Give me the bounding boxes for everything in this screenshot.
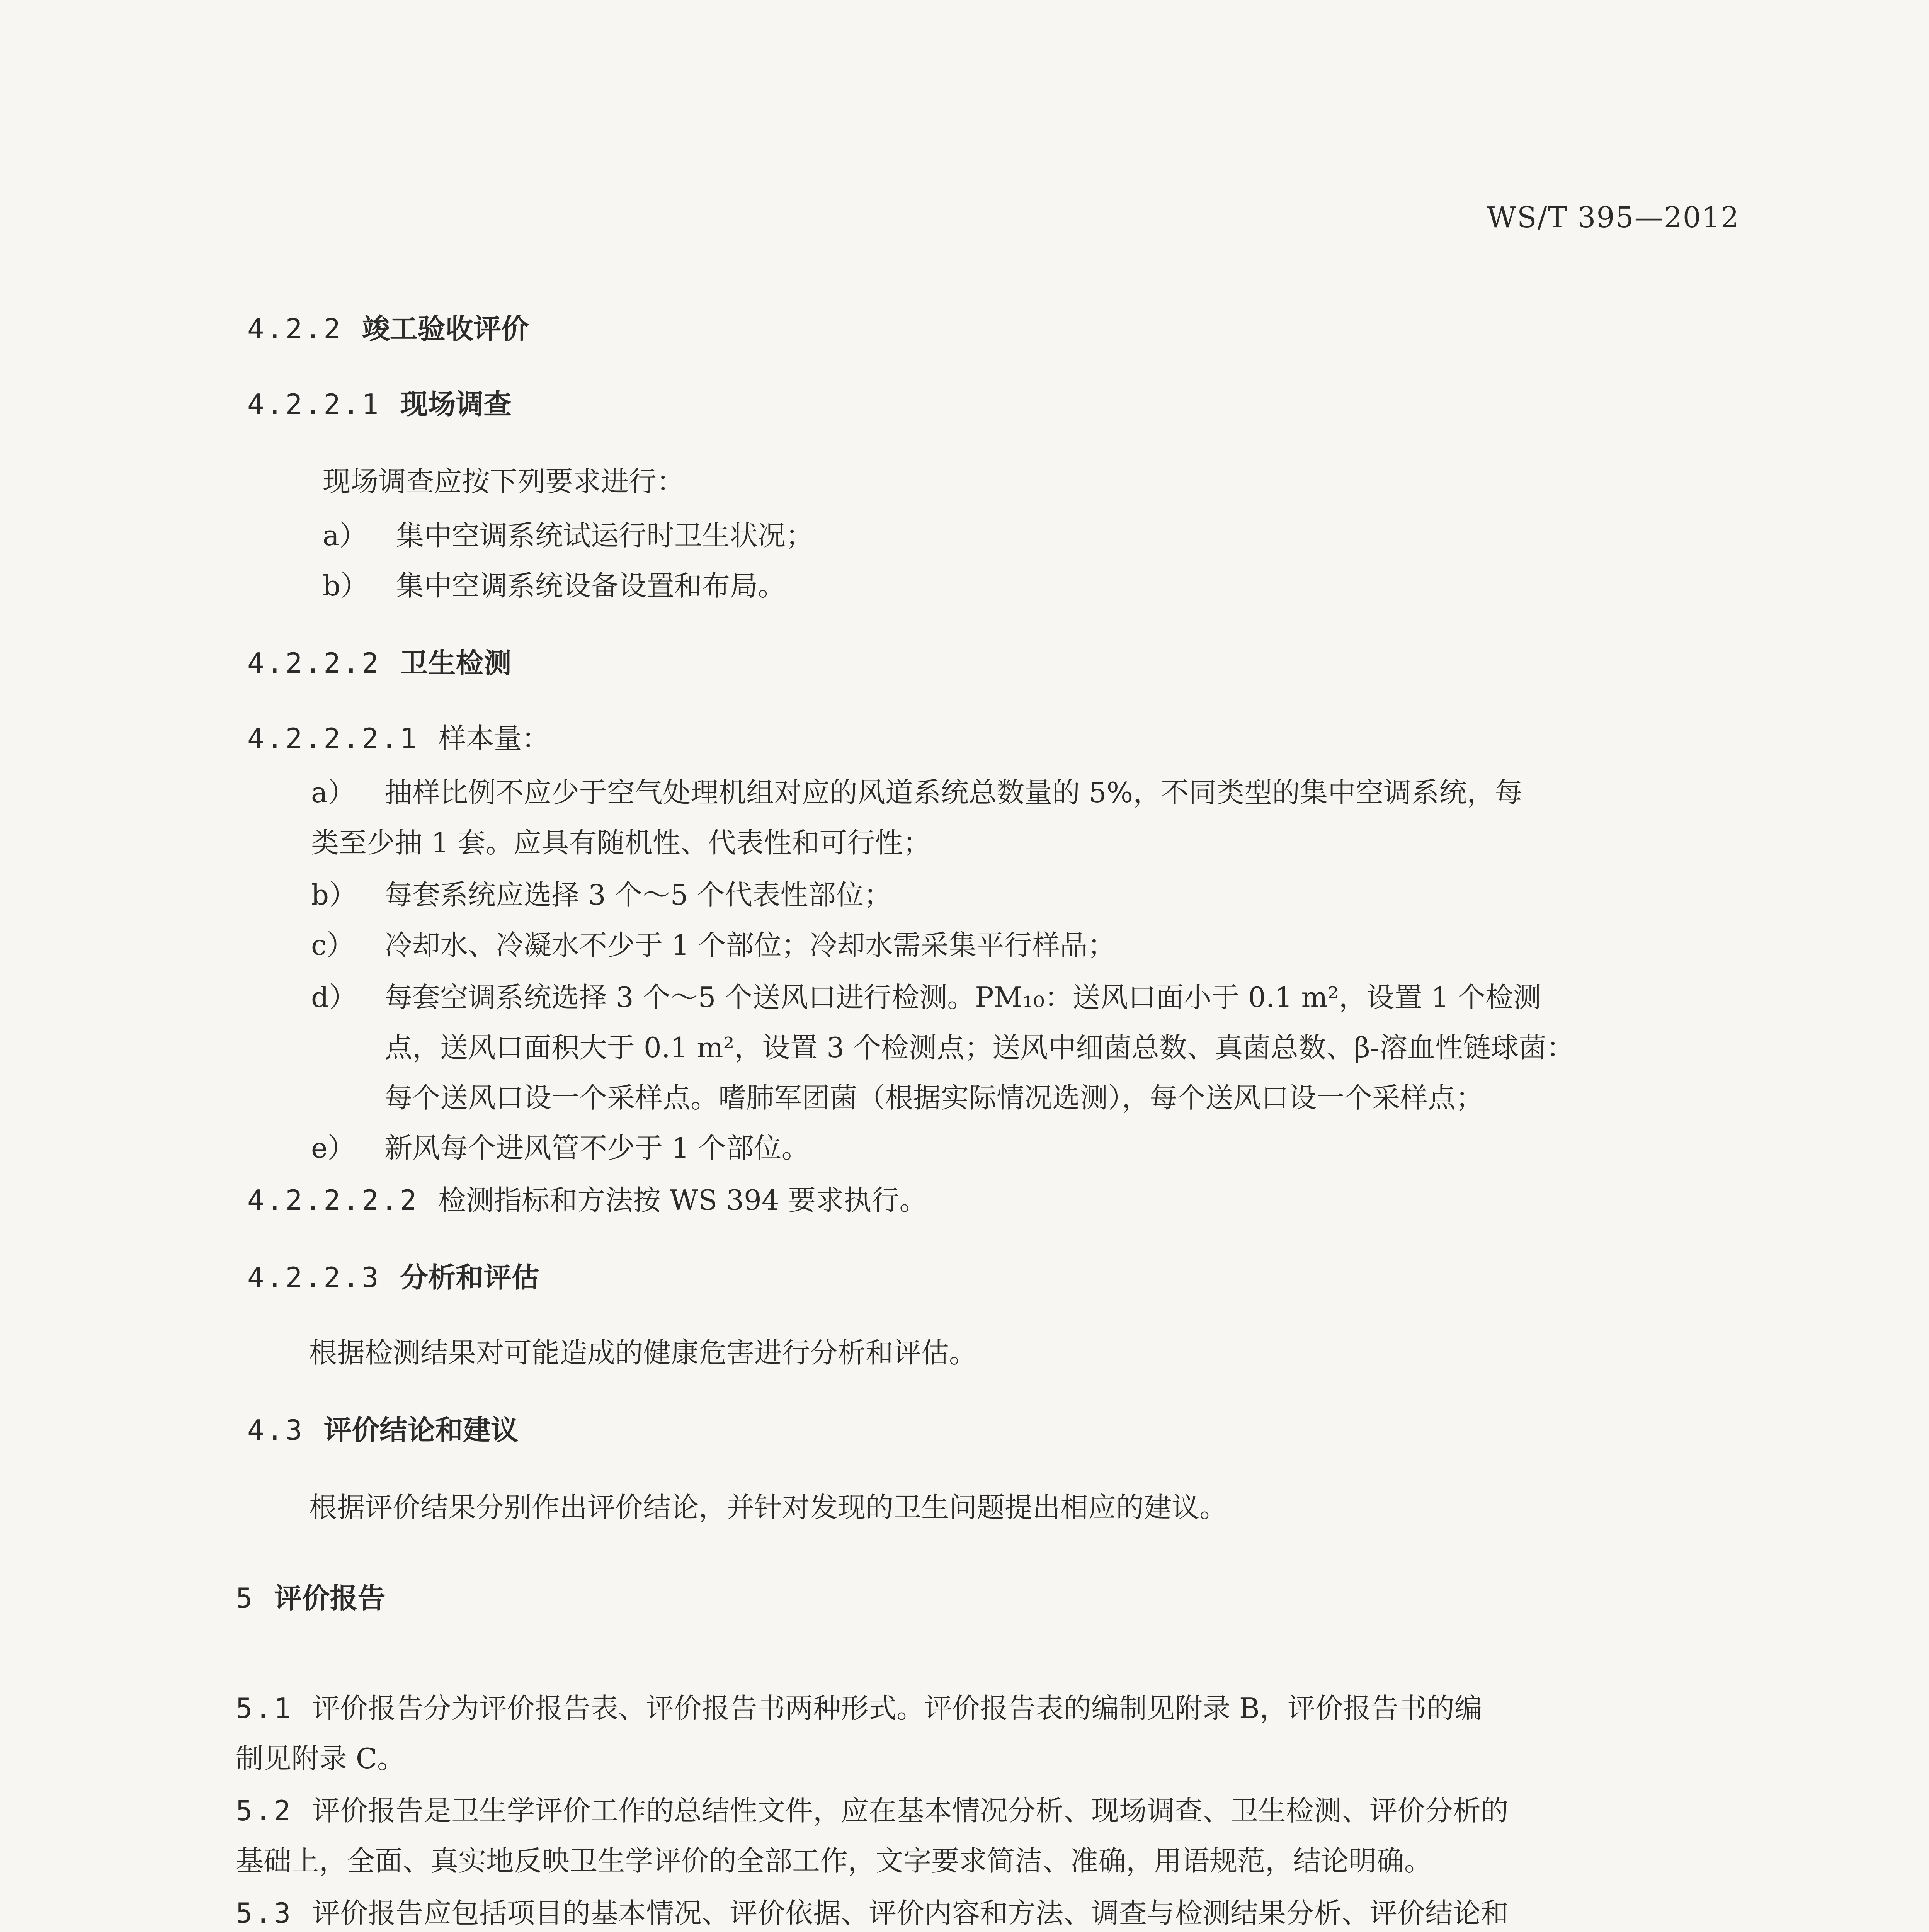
heading-4-2-2-2-2 [247, 1186, 927, 1214]
heading-4-2-2-3 [247, 1261, 539, 1294]
clause-text-line: 评价报告分为评价报告表、评价报告书两种形式。评价报告表的编制见附录 B，评价报告书的编 [312, 1692, 1482, 1725]
clause-text-line: 评价报告应包括项目的基本情况、评价依据、评价内容和方法、调查与检测结果分析、评价结论和 [312, 1897, 1509, 1929]
paragraph: 根据检测结果对可能造成的健康危害进行分析和评估。 [309, 1337, 977, 1369]
section-number: 4.2.2.2.1 [247, 722, 419, 755]
list-item [311, 981, 1541, 1014]
item-marker: d） [311, 981, 357, 1014]
item-marker: b） [323, 570, 369, 602]
section-number: 4.2.2.2 [247, 647, 381, 679]
clause-number: 5.2 [236, 1794, 293, 1827]
paragraph: 根据评价结果分别作出评价结论，并针对发现的卫生问题提出相应的建议。 [309, 1491, 1228, 1524]
list-item [311, 881, 891, 909]
item-text-line: 每套空调系统选择 3 个～5 个送风口进行检测。PM₁₀：送风口面小于 0.1 m²，设置 1 个检测 [384, 981, 1541, 1014]
section-number: 4.2.2.2.2 [247, 1184, 419, 1216]
section-number: 4.3 [247, 1414, 305, 1446]
list-item [311, 931, 1116, 959]
section-number: 4.2.2.3 [247, 1261, 381, 1294]
item-text: 集中空调系统试运行时卫生状况； [396, 519, 814, 552]
section-title: 卫生检测 [400, 647, 512, 679]
item-continuation: 每个送风口设一个采样点。嗜肺军团菌（根据实际情况选测），每个送风口设一个采样点； [384, 1082, 1484, 1114]
list-item [311, 776, 1523, 809]
heading-4-2-2-2-1 [247, 722, 550, 755]
heading-4-2-2-1 [247, 390, 511, 418]
clause-5-1 [236, 1692, 1482, 1725]
standard-code: WS/T 395—2012 [1487, 201, 1740, 234]
item-marker: a） [323, 519, 367, 552]
clause-text-line: 评价报告是卫生学评价工作的总结性文件，应在基本情况分析、现场调查、卫生检测、评价分析的 [312, 1794, 1509, 1827]
item-marker: a） [311, 776, 356, 809]
item-marker: c） [311, 929, 355, 961]
section-number: 5 [236, 1582, 255, 1614]
clause-5-3 [236, 1899, 1509, 1927]
heading-4-2-2 [247, 315, 529, 343]
list-item [323, 519, 814, 552]
section-title: 样本量： [438, 722, 550, 755]
item-text-line: 冷却水、冷凝水不少于 1 个部位；冷却水需采集平行样品； [384, 929, 1116, 961]
heading-5 [236, 1584, 385, 1612]
item-continuation: 类至少抽 1 套。应具有随机性、代表性和可行性； [311, 827, 931, 859]
section-title: 分析和评估 [400, 1261, 539, 1294]
item-continuation: 点，送风口面积大于 0.1 m²，设置 3 个检测点；送风中细菌总数、真菌总数、β-溶血性链球菌： [384, 1031, 1574, 1064]
item-text-line: 每套系统应选择 3 个～5 个代表性部位； [384, 879, 892, 911]
clause-number: 5.1 [236, 1692, 293, 1725]
list-item [323, 572, 786, 600]
clause-number: 5.3 [236, 1897, 293, 1929]
list-item [311, 1134, 810, 1162]
item-marker: b） [311, 879, 357, 911]
section-title: 评价结论和建议 [324, 1414, 519, 1446]
heading-4-2-2-2 [247, 649, 511, 677]
heading-4-3 [247, 1416, 519, 1444]
section-title: 检测指标和方法按 WS 394 要求执行。 [438, 1184, 927, 1216]
section-number: 4.2.2 [247, 313, 343, 345]
section-number: 4.2.2.1 [247, 388, 381, 420]
section-title: 评价报告 [274, 1582, 386, 1614]
item-marker: e） [311, 1132, 356, 1164]
intro-text: 现场调查应按下列要求进行： [323, 465, 685, 498]
section-title: 现场调查 [400, 388, 512, 420]
clause-continuation: 基础上，全面、真实地反映卫生学评价的全部工作，文字要求简洁、准确，用语规范，结论明确。 [236, 1845, 1432, 1877]
item-text: 集中空调系统设备设置和布局。 [396, 570, 786, 602]
clause-5-2 [236, 1794, 1509, 1827]
clause-continuation: 制见附录 C。 [236, 1742, 405, 1775]
item-text-line: 新风每个进风管不少于 1 个部位。 [384, 1132, 810, 1164]
item-text-line: 抽样比例不应少于空气处理机组对应的风道系统总数量的 5%，不同类型的集中空调系统，每 [384, 776, 1523, 809]
section-title: 竣工验收评价 [362, 313, 529, 345]
